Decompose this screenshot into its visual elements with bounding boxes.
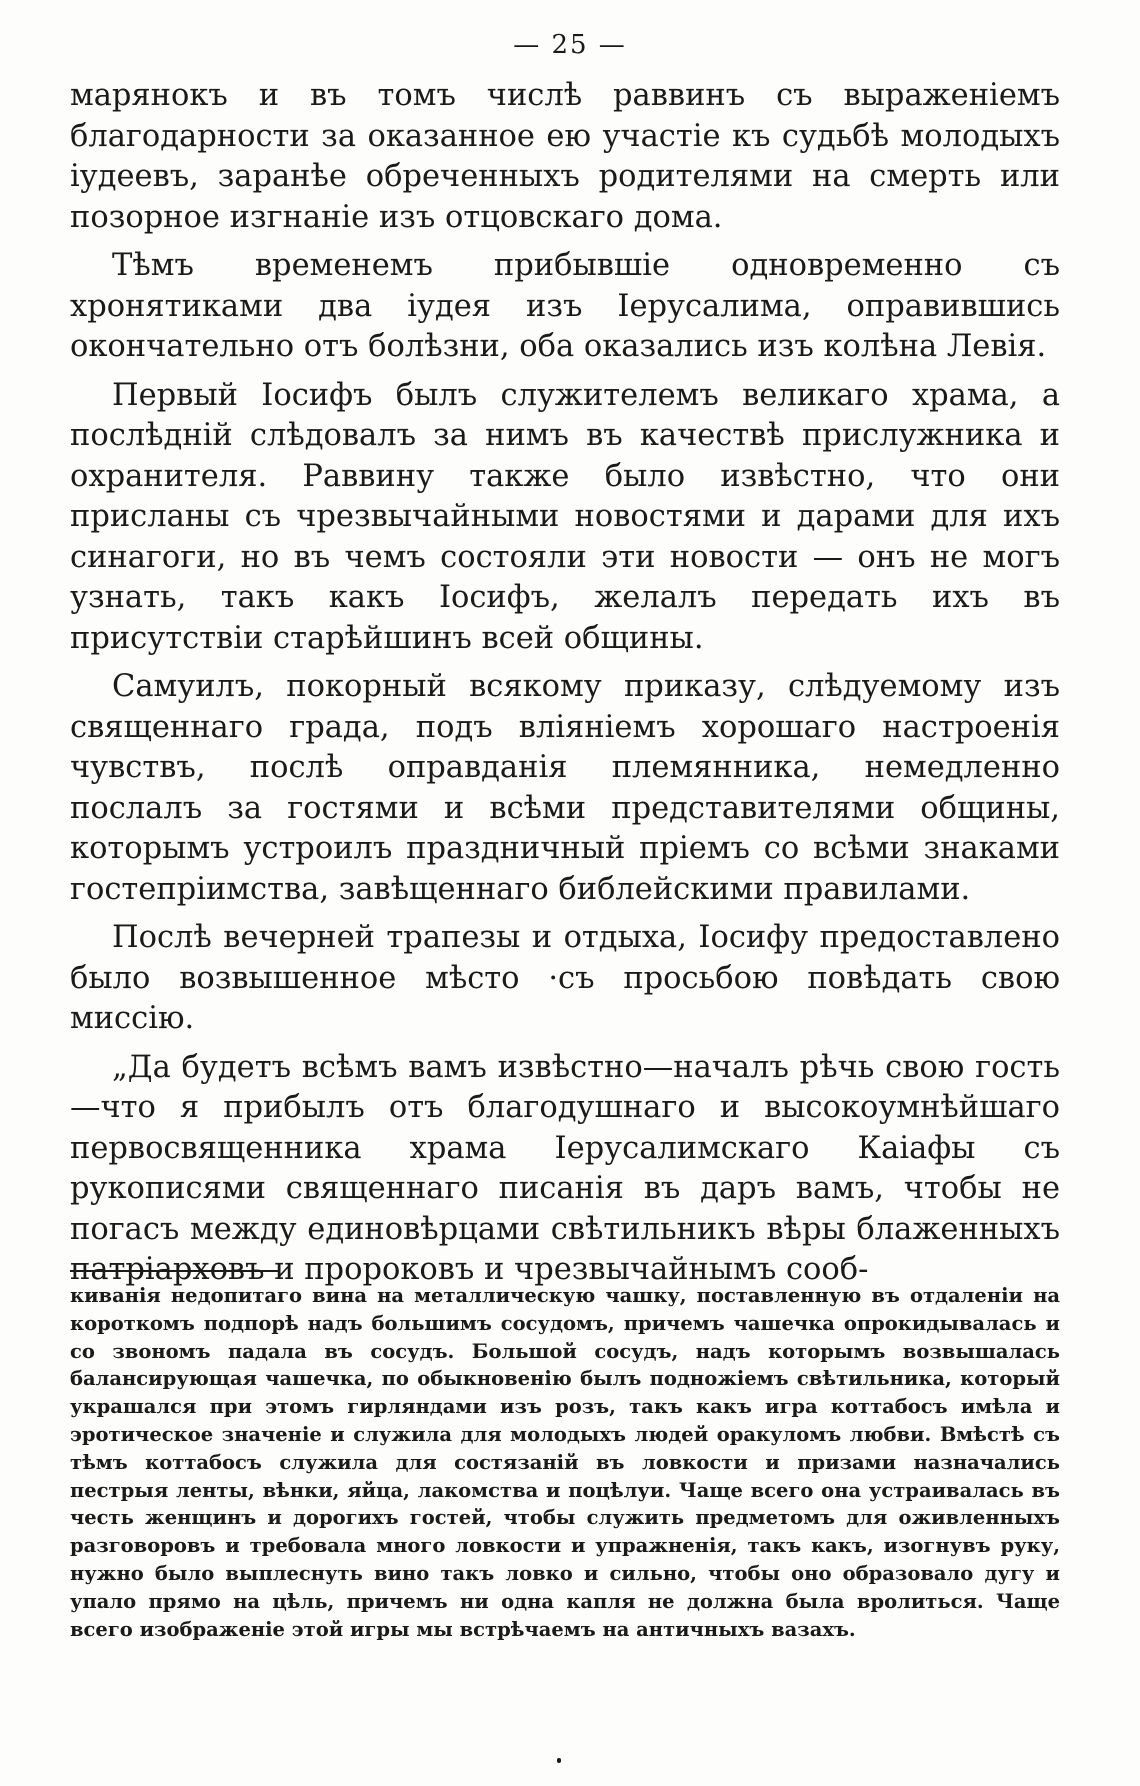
page-number: — 25 — xyxy=(513,30,627,60)
paragraph-6: „Да будетъ всѣмъ вамъ извѣстно—началъ рѣчь свою гость—что я прибылъ отъ благодушнаго и высокоумнѣйшаго первосвященника храма Іерусалимскаго Каіафы съ рукописями священнаго писанія въ даръ вамъ, чтобы не погасъ между единовѣрцами свѣтильникъ вѣры блаженныхъ патріарховъ и пророковъ и чрезвычайнымъ сооб- xyxy=(70,1049,1060,1287)
main-text xyxy=(70,76,1060,1299)
footnote-text: киванія недопитаго вина на металлическую чашку, поставленную въ отдаленіи на короткомъ подпорѣ надъ большимъ сосудомъ, причемъ чашечка опрокидывалась и со звономъ падала въ сосудъ. Большой сосудъ, надъ которымъ возвышалась балансирующая чашечка, по обыкновенію былъ подножіемъ свѣтильника, который украшался при этомъ гирляндами изъ розъ, такъ какъ игра коттабосъ имѣла и эротическое значеніе и служила для молодыхъ людей оракуломъ любви. Вмѣстѣ съ тѣмъ коттабосъ служила для состязаній въ ловкости и призами назначались пестрыя ленты, вѣнки, яйца, лакомства и поцѣлуи. Чаще всего она устраивалась въ честь женщинъ и дорогихъ гостей, чтобы служить предметомъ для оживленныхъ разговоровъ и требовала много ловкости и упражненія, такъ какъ, изогнувъ руку, нужно было выплеснуть вино такъ ловко и сильно, чтобы оно образовало дугу и упало прямо на цѣль, причемъ ни одна капля не должна была вролиться. Чаще всего изображеніе этой игры мы встрѣчаемъ на античныхъ вазахъ. xyxy=(70,1284,1060,1641)
paragraph-3: Первый Іосифъ былъ служителемъ великаго храма, а послѣдній слѣдовалъ за нимъ въ качествѣ прислужника и охранителя. Раввину также было извѣстно, что они присланы съ чрезвычайными новостями и дарами для ихъ синагоги, но въ чемъ состояли эти новости — онъ не могъ узнать, такъ какъ Іосифъ, желалъ передать ихъ въ присутствіи старѣйшинъ всей общины. xyxy=(70,377,1060,656)
paragraph-4: Самуилъ, покорный всякому приказу, слѣдуемому изъ священнаго града, подъ вліяніемъ хорошаго настроенія чувствъ, послѣ оправданія племянника, немедленно послалъ за гостями и всѣми представителями общины, которымъ устроилъ праздничный пріемъ со всѣми знаками гостепріимства, завѣщеннаго библейскими правилами. xyxy=(70,669,1060,907)
paragraph-2: Тѣмъ временемъ прибывшіе одновременно съ хронятиками два іудея изъ Іерусалима, оправившись окончательно отъ болѣзни, оба оказались изъ колѣна Левія. xyxy=(70,248,1060,364)
paragraph-5: Послѣ вечерней трапезы и отдыха, Іосифу предоставлено было возвышенное мѣсто ·съ просьбою повѣдать свою миссію. xyxy=(70,920,1060,1036)
print-speck xyxy=(557,1758,561,1763)
paragraph-1: марянокъ и въ томъ числѣ раввинъ съ выраженіемъ благодарности за оказанное ею участіе къ судьбѣ молодыхъ іудеевъ, заранѣе обреченныхъ родителями на смерть или позорное изгнаніе изъ отцовскаго дома. xyxy=(70,78,1060,235)
footnote-divider xyxy=(70,1270,278,1272)
